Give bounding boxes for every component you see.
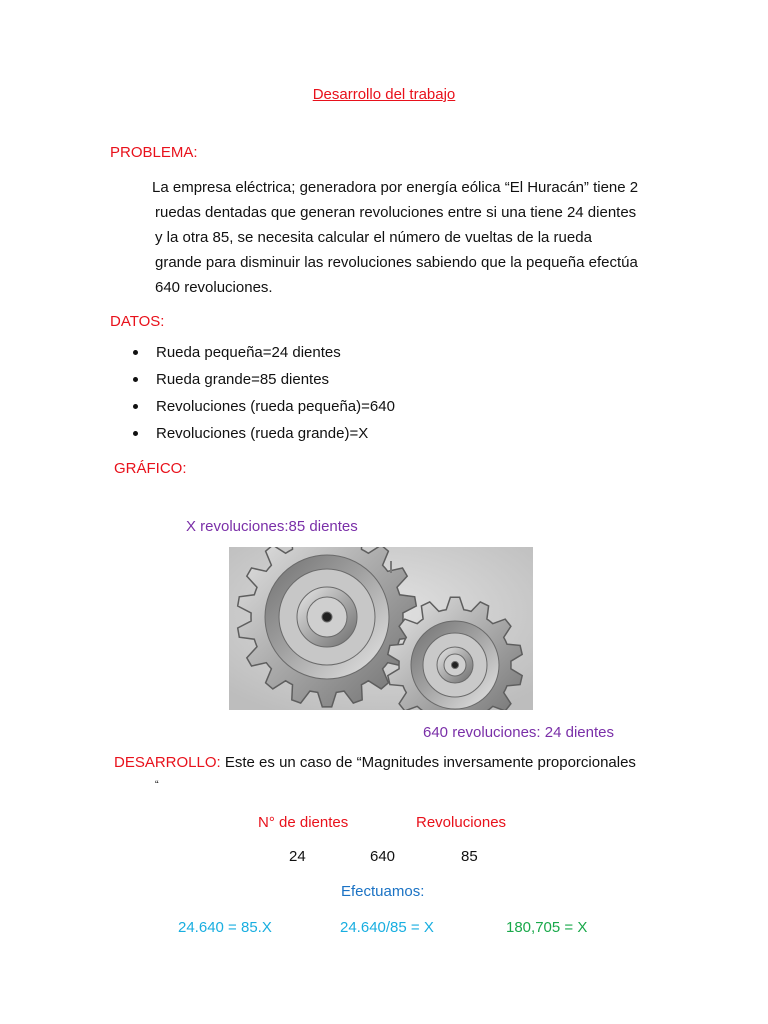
- desarrollo-heading: DESARROLLO:: [114, 754, 221, 771]
- bullet-icon: [133, 350, 138, 355]
- equation: 24.640 = 85.X: [178, 919, 272, 936]
- page-title: Desarrollo del trabajo: [312, 86, 456, 103]
- desarrollo-line: [114, 754, 636, 772]
- value-cell: 640: [370, 848, 396, 865]
- value-cell: 85: [461, 848, 478, 865]
- datos-heading: DATOS:: [110, 313, 165, 330]
- bullet-icon: [133, 431, 138, 436]
- datos-item: Rueda grande=85 dientes: [156, 371, 330, 388]
- problema-line: La empresa eléctrica; generadora por energía eólica “El Huracán” tiene 2: [152, 179, 639, 196]
- problema-line: ruedas dentadas que generan revoluciones entre si una tiene 24 dientes: [155, 204, 637, 221]
- datos-item: Rueda pequeña=24 dientes: [156, 344, 341, 361]
- efectuamos-label: Efectuamos:: [341, 883, 425, 900]
- gears-icon: [229, 547, 533, 710]
- grafico-label-bottom: 640 revoluciones: 24 dientes: [423, 724, 614, 741]
- desarrollo-text-cont: “: [155, 779, 159, 791]
- bullet-icon: [133, 404, 138, 409]
- bullet-icon: [133, 377, 138, 382]
- problema-line: 640 revoluciones.: [155, 279, 273, 296]
- grafico-label-top: X revoluciones:85 dientes: [186, 518, 358, 535]
- col-header-dientes: N° de dientes: [258, 814, 349, 831]
- value-cell: 24: [289, 848, 306, 865]
- equation-result: 180,705 = X: [506, 919, 588, 936]
- desarrollo-text: Este es un caso de “Magnitudes inversamente proporcionales: [220, 754, 636, 771]
- col-header-revoluciones: Revoluciones: [416, 814, 507, 831]
- problema-line: y la otra 85, se necesita calcular el número de vueltas de la rueda: [155, 229, 592, 246]
- gears-image: [229, 547, 533, 710]
- problema-line: grande para disminuir las revoluciones sabiendo que la pequeña efectúa: [155, 254, 638, 271]
- grafico-heading: GRÁFICO:: [114, 460, 187, 477]
- problema-heading: PROBLEMA:: [110, 144, 198, 161]
- datos-item: Revoluciones (rueda grande)=X: [156, 425, 369, 442]
- datos-item: Revoluciones (rueda pequeña)=640: [156, 398, 395, 415]
- equation: 24.640/85 = X: [340, 919, 434, 936]
